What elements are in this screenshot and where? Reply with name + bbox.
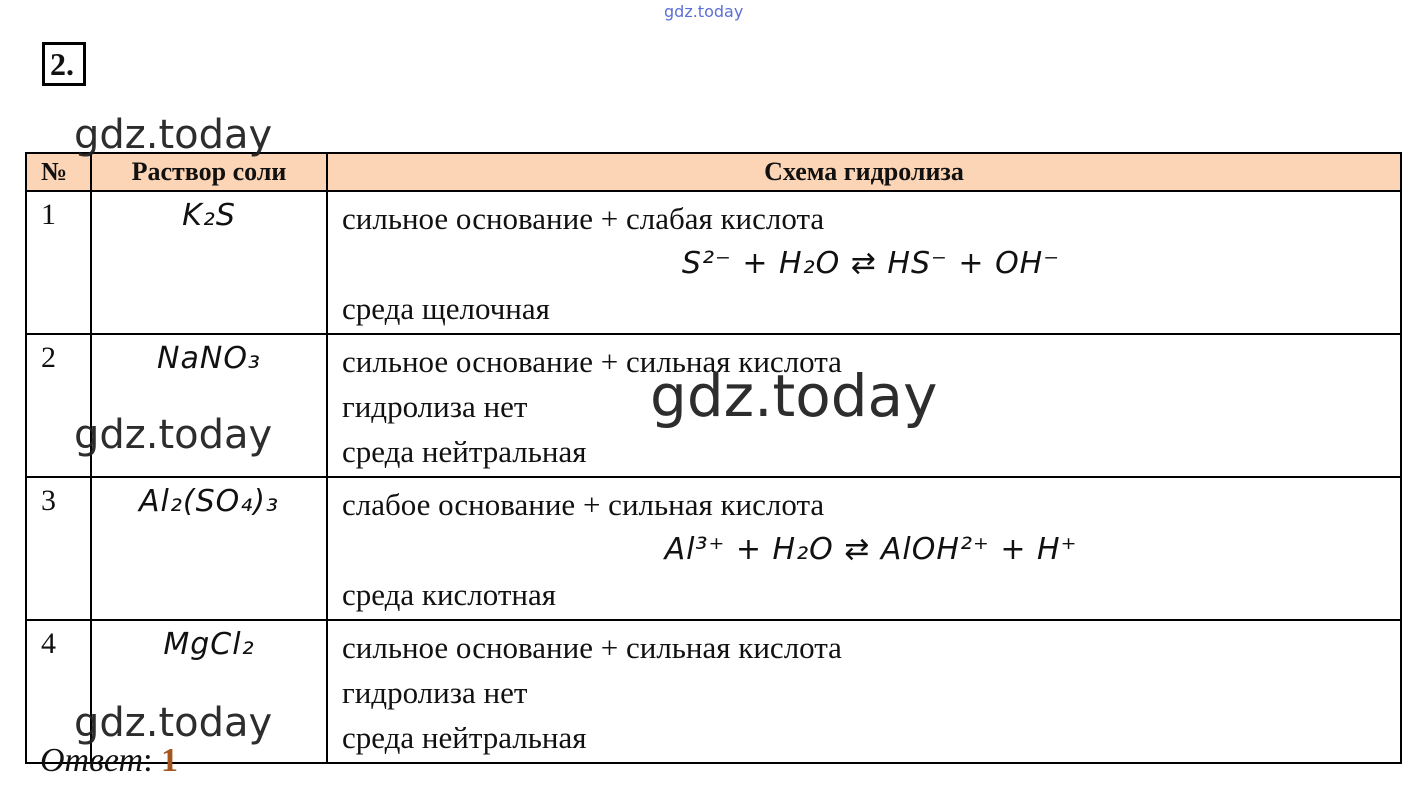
answer-value: 1: [161, 742, 179, 779]
row-number: 4: [26, 620, 91, 763]
scheme-line: сильное основание + слабая кислота: [342, 201, 825, 236]
row-number: 3: [26, 477, 91, 620]
environment-line: среда нейтральная: [342, 720, 587, 755]
scheme-line: слабое основание + сильная кислота: [342, 487, 825, 522]
scheme-line: гидролиза нет: [342, 389, 528, 424]
scheme-line: сильное основание + сильная кислота: [342, 630, 842, 665]
watermark: gdz.today: [74, 412, 273, 458]
scheme-line: сильное основание + сильная кислота: [342, 344, 842, 379]
answer-label: Ответ: [40, 742, 144, 779]
hydrolysis-scheme: [327, 191, 1401, 334]
scheme-line: гидролиза нет: [342, 675, 528, 710]
environment-line: среда нейтральная: [342, 434, 587, 469]
table-row: [26, 477, 1401, 620]
header-number: №: [26, 153, 91, 191]
watermark-top: gdz.today: [664, 2, 744, 21]
salt-formula: NaNO₃: [91, 334, 327, 477]
row-number: 2: [26, 334, 91, 477]
watermark: gdz.today: [74, 700, 273, 746]
table-row: [26, 191, 1401, 334]
environment-line: среда кислотная: [342, 577, 557, 612]
hydrolysis-scheme: [327, 620, 1401, 763]
task-number: 2.: [42, 42, 86, 86]
header-scheme: Схема гидролиза: [327, 153, 1401, 191]
row-number: 1: [26, 191, 91, 334]
table-header-row: [26, 153, 1401, 191]
header-salt: Раствор соли: [91, 153, 327, 191]
salt-formula: Al₂(SO₄)₃: [91, 477, 327, 620]
environment-line: среда щелочная: [342, 291, 550, 326]
salt-formula: MgCl₂: [91, 620, 327, 763]
salt-formula: K₂S: [91, 191, 327, 334]
answer: Ответ: 1: [40, 742, 179, 779]
watermark: gdz.today: [650, 362, 938, 430]
ionic-equation: S²⁻ + H₂O ⇄ HS⁻ + OH⁻: [681, 246, 1061, 281]
hydrolysis-table: [25, 152, 1402, 764]
hydrolysis-scheme: [327, 477, 1401, 620]
watermark: gdz.today: [74, 112, 273, 158]
ionic-equation: Al³⁺ + H₂O ⇄ AlOH²⁺ + H⁺: [664, 532, 1078, 567]
